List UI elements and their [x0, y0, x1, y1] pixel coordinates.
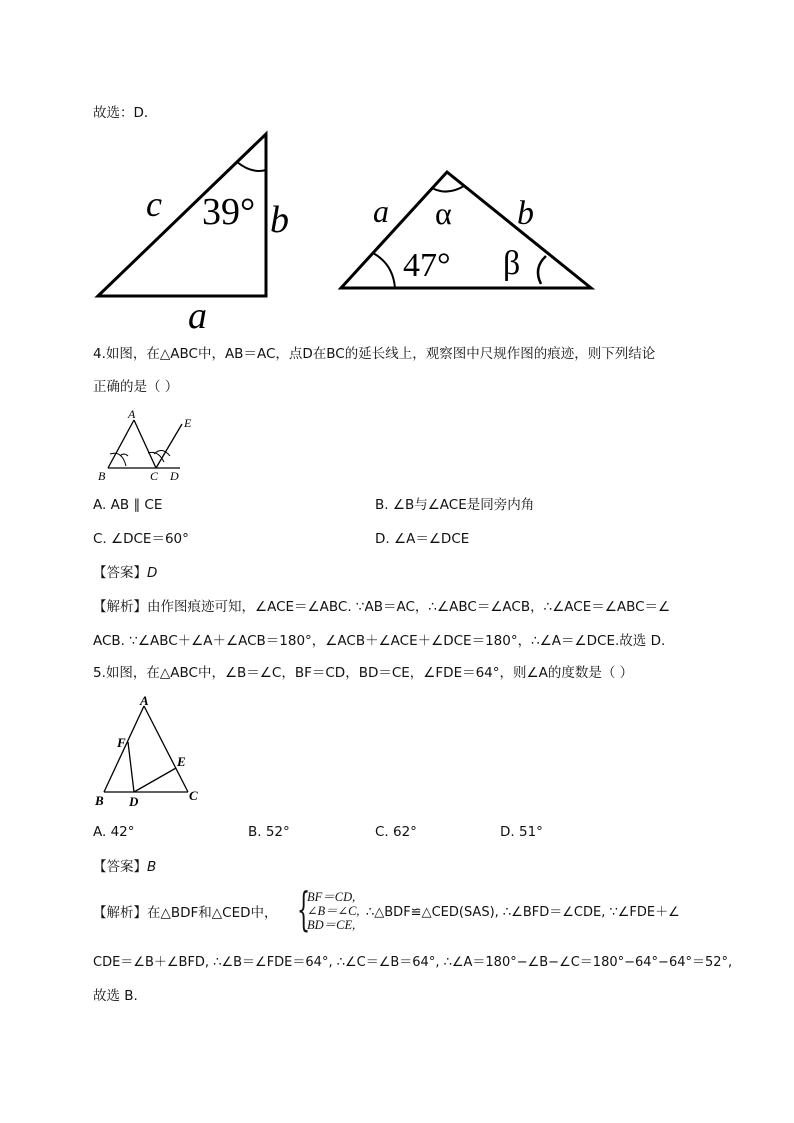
q5-label-C: C	[189, 788, 198, 803]
q4-analysis-line2: ACB. ∵∠ABC＋∠A＋∠ACB＝180°，∠ACB＋∠ACE＋∠DCE＝180°，∴∠A＝∠DCE.故选 D.	[93, 633, 666, 649]
q4-label-E: E	[184, 416, 192, 430]
q4-answer	[93, 563, 157, 583]
q4-analysis-text1: 由作图痕迹可知，∠ACE＝∠ABC. ∵AB＝AC，∴∠ABC＝∠ACB，∴∠ACE＝∠ABC＝∠	[147, 599, 671, 615]
obtuse-triangle-figure	[335, 160, 600, 300]
q5-label-B: B	[95, 793, 104, 808]
angle-47-label: 47°	[403, 247, 451, 284]
q4-label-B: B	[98, 469, 106, 483]
angle-alpha-label: α	[435, 195, 452, 231]
q4-option-b[interactable]: B. ∠B与∠ACE是同旁内角	[375, 497, 535, 513]
side-a-label: a	[188, 295, 207, 337]
q4-label-C: C	[150, 469, 159, 483]
q5-triangle-figure	[90, 694, 210, 812]
q5-label-D: D	[129, 794, 139, 809]
equation-system	[307, 890, 360, 932]
q4-answer-value: D	[147, 565, 158, 581]
q5-answer	[93, 857, 156, 877]
previous-conclusion: 故选：D．	[93, 105, 158, 121]
q4-stem-line2: 正确的是（ ）	[93, 379, 179, 395]
q5-answer-label: 【答案】	[93, 859, 147, 875]
q5-stem: 5.如图，在△ABC中，∠B＝∠C，BF＝CD，BD＝CE，∠FDE＝64°，则∠A的度数是（ ）	[93, 665, 634, 681]
q4-option-d[interactable]: D. ∠A＝∠DCE	[375, 531, 470, 547]
q5-option-c[interactable]: C. 62°	[375, 824, 417, 840]
q4-label-A: A	[128, 407, 136, 421]
angle-39-label: 39°	[202, 191, 256, 233]
system-line-3: BD＝CE,	[307, 918, 356, 932]
q4-answer-label: 【答案】	[93, 565, 147, 581]
q5-label-F: F	[117, 735, 126, 750]
system-line-1: BF＝CD,	[307, 890, 356, 904]
q5-analysis-line3: 故选 B.	[93, 988, 138, 1004]
q5-analysis-prefix: 在△BDF和△CED中，	[147, 905, 278, 921]
q4-analysis-label: 【解析】	[93, 599, 147, 615]
q4-label-D: D	[170, 469, 179, 483]
q5-answer-value: B	[147, 859, 157, 875]
side-b-label: b	[517, 195, 534, 232]
system-line-2: ∠B＝∠C,	[307, 904, 360, 918]
right-triangle-figure	[90, 128, 320, 338]
angle-beta-label: β	[503, 245, 521, 282]
q5-option-d[interactable]: D. 51°	[500, 824, 543, 840]
q4-analysis-line1	[93, 597, 670, 617]
q4-stem-line1: 4.如图，在△ABC中，AB＝AC，点D在BC的延长线上，观察图中尺规作图的痕迹，则下列结论	[93, 346, 656, 362]
q4-option-a[interactable]: A. AB ∥ CE	[93, 497, 163, 513]
q5-label-A: A	[140, 694, 149, 708]
q5-analysis-suffix: ∴△BDF≌△CED(SAS), ∴∠BFD＝∠CDE, ∵∠FDE＋∠	[366, 905, 680, 920]
side-c-label: c	[146, 184, 162, 224]
q5-option-b[interactable]: B. 52°	[248, 824, 290, 840]
side-a-label: a	[373, 193, 389, 229]
q5-analysis-line1-prefix	[93, 903, 278, 923]
side-b-label: b	[270, 199, 289, 241]
q5-analysis-line2: CDE＝∠B＋∠BFD, ∴∠B＝∠FDE＝64°, ∴∠C＝∠B＝64°, ∴∠A＝180°−∠B−∠C＝180°−64°−64°＝52°,	[93, 955, 733, 970]
system-brace: {	[297, 882, 311, 936]
q5-option-a[interactable]: A. 42°	[93, 824, 135, 840]
q4-option-c[interactable]: C. ∠DCE＝60°	[93, 531, 189, 547]
q4-construction-figure	[94, 406, 204, 486]
q5-analysis-label: 【解析】	[93, 905, 147, 921]
q5-label-E: E	[177, 754, 186, 769]
